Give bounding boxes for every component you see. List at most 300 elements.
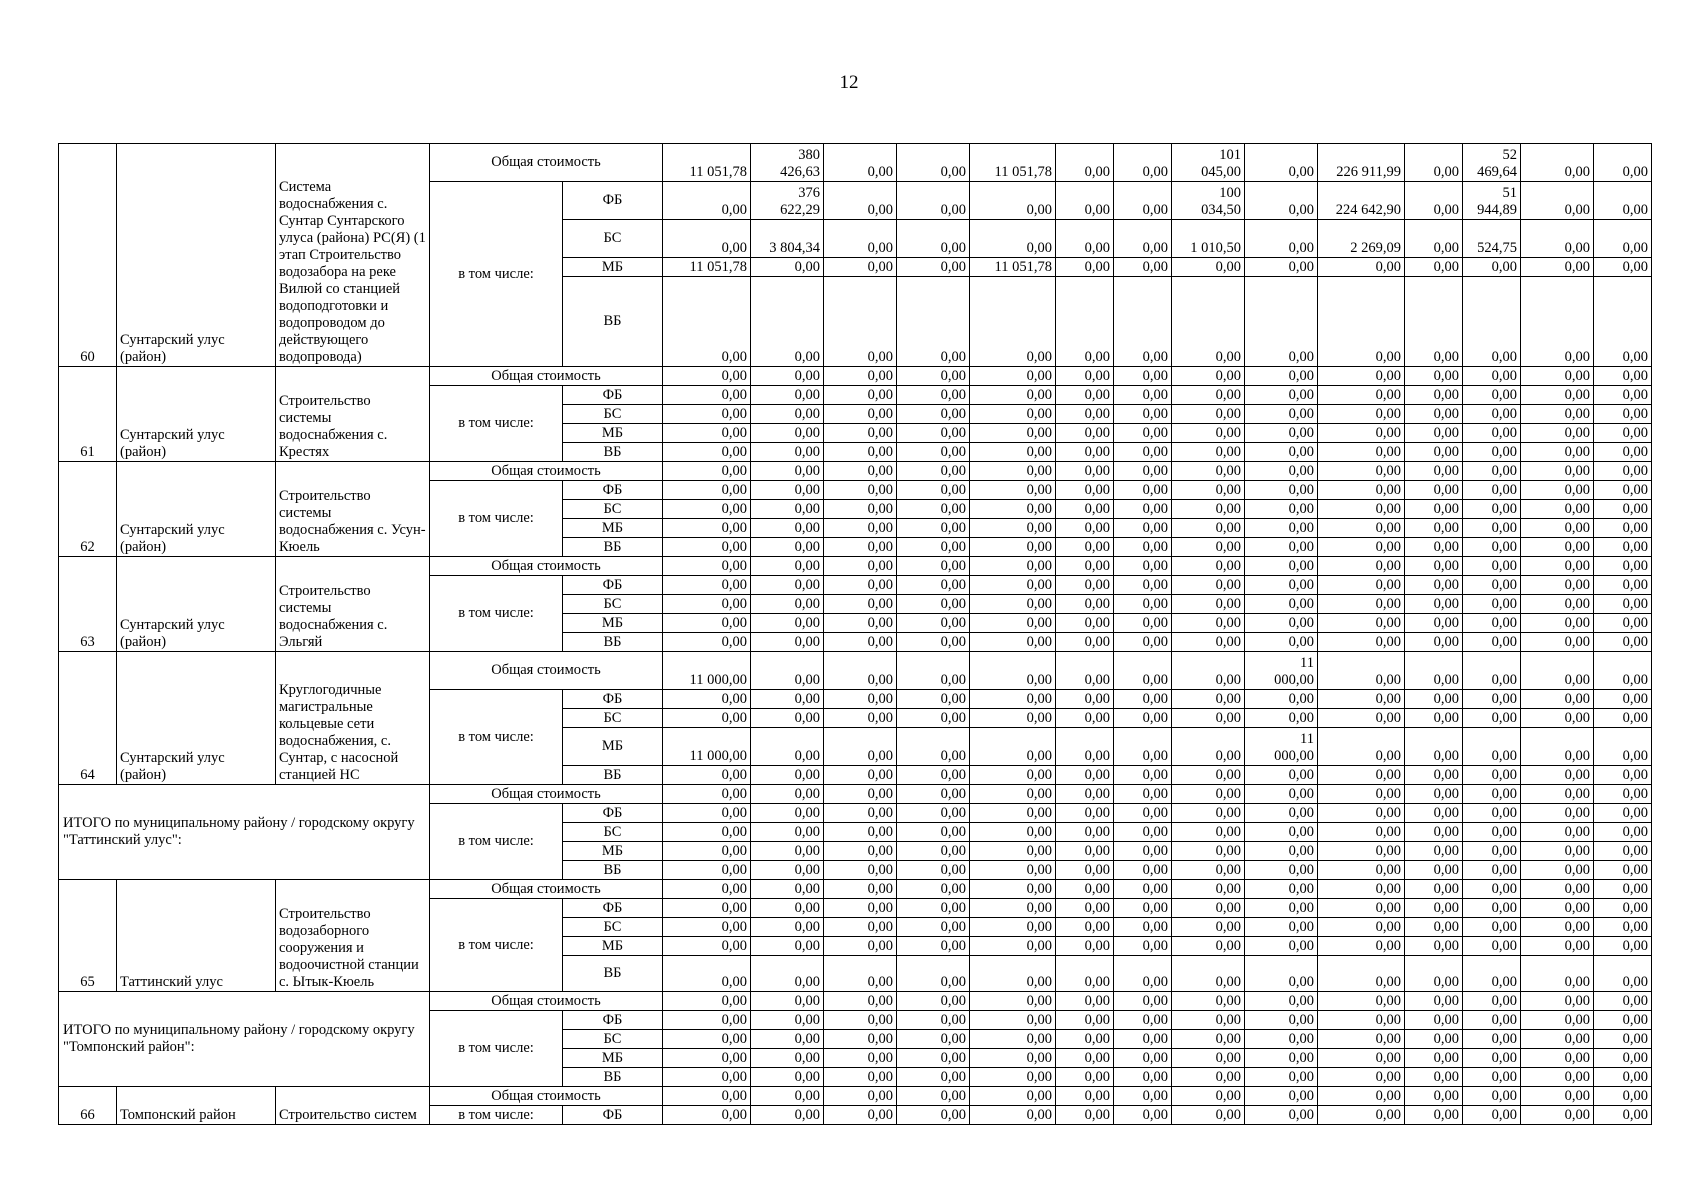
value-cell: 0,00 [1056,182,1114,220]
value-cell: 0,00 [1318,1030,1405,1049]
value-cell: 0,00 [1114,842,1172,861]
value-cell: 0,00 [897,728,970,766]
value-cell: 0,00 [1521,182,1594,220]
value-cell: 226 911,99 [1318,144,1405,182]
value-cell: 0,00 [1114,220,1172,258]
value-cell: 0,00 [1172,576,1245,595]
value-cell: 0,00 [1056,1106,1114,1125]
value-cell: 0,00 [1521,443,1594,462]
value-cell: 0,00 [751,633,824,652]
value-cell: 0,00 [1245,766,1318,785]
value-cell: 0,00 [1318,956,1405,992]
value-cell: 0,00 [1594,462,1652,481]
value-cell: 0,00 [897,367,970,386]
value-cell: 0,00 [663,462,751,481]
subtotal-label: ИТОГО по муниципальному району / городскому округу "Таттинский улус": [59,785,430,880]
value-cell: 0,00 [824,595,897,614]
value-cell: 0,00 [1594,576,1652,595]
value-cell: 0,00 [970,1030,1056,1049]
value-cell: 0,00 [1172,424,1245,443]
total-cost-label: Общая стоимость [430,785,663,804]
value-cell: 0,00 [1594,1011,1652,1030]
value-cell: 0,00 [897,182,970,220]
value-cell: 0,00 [1594,728,1652,766]
including-label: в том числе: [430,481,563,557]
value-cell: 0,00 [1318,538,1405,557]
value-cell: 0,00 [1594,1106,1652,1125]
value-cell: 0,00 [1318,766,1405,785]
value-cell: 0,00 [897,633,970,652]
value-cell: 0,00 [1463,424,1521,443]
value-cell: 0,00 [1245,899,1318,918]
value-cell: 0,00 [1405,880,1463,899]
value-cell: 0,00 [1114,1049,1172,1068]
value-cell: 0,00 [1056,405,1114,424]
value-cell: 0,00 [1114,992,1172,1011]
value-cell: 0,00 [1056,804,1114,823]
value-cell: 0,00 [824,538,897,557]
value-cell: 0,00 [1405,519,1463,538]
value-cell: 0,00 [1463,861,1521,880]
value-cell: 0,00 [897,481,970,500]
value-cell: 0,00 [1594,614,1652,633]
value-cell: 0,00 [1318,481,1405,500]
value-cell: 101 045,00 [1172,144,1245,182]
src-mb: МБ [563,424,663,443]
value-cell: 224 642,90 [1318,182,1405,220]
src-fb: ФБ [563,804,663,823]
value-cell: 0,00 [1245,1106,1318,1125]
value-cell: 0,00 [1245,220,1318,258]
value-cell: 0,00 [1056,1087,1114,1106]
value-cell: 0,00 [1172,614,1245,633]
value-cell: 0,00 [1056,424,1114,443]
value-cell: 0,00 [1245,633,1318,652]
value-cell: 0,00 [751,481,824,500]
row-number: 62 [59,462,117,557]
value-cell: 0,00 [1463,785,1521,804]
value-cell: 0,00 [751,785,824,804]
including-label: в том числе: [430,1011,563,1087]
value-cell: 0,00 [663,1049,751,1068]
value-cell: 0,00 [663,1030,751,1049]
value-cell: 0,00 [1318,1011,1405,1030]
value-cell: 0,00 [663,842,751,861]
value-cell: 0,00 [1463,1049,1521,1068]
value-cell: 0,00 [1405,823,1463,842]
value-cell: 0,00 [1521,992,1594,1011]
value-cell: 0,00 [1521,386,1594,405]
value-cell: 0,00 [1172,367,1245,386]
value-cell: 0,00 [897,842,970,861]
row-number: 64 [59,652,117,785]
value-cell: 0,00 [1463,842,1521,861]
value-cell: 0,00 [1056,595,1114,614]
value-cell: 0,00 [1594,785,1652,804]
value-cell: 0,00 [970,918,1056,937]
value-cell: 0,00 [1521,1011,1594,1030]
value-cell: 0,00 [1405,861,1463,880]
src-bs: БС [563,595,663,614]
value-cell: 0,00 [897,538,970,557]
value-cell: 0,00 [1245,519,1318,538]
value-cell: 0,00 [1114,1087,1172,1106]
value-cell: 0,00 [1405,690,1463,709]
value-cell: 0,00 [897,519,970,538]
value-cell: 0,00 [1318,1087,1405,1106]
value-cell: 0,00 [824,899,897,918]
value-cell: 0,00 [663,614,751,633]
value-cell: 0,00 [1521,1087,1594,1106]
value-cell: 0,00 [1405,182,1463,220]
value-cell: 0,00 [1521,709,1594,728]
value-cell: 0,00 [1405,918,1463,937]
value-cell: 0,00 [1114,443,1172,462]
value-cell: 0,00 [897,804,970,823]
value-cell: 0,00 [1114,182,1172,220]
value-cell: 0,00 [1172,633,1245,652]
table-row [59,880,1652,899]
value-cell: 0,00 [1056,842,1114,861]
value-cell: 0,00 [1114,614,1172,633]
value-cell: 0,00 [1521,405,1594,424]
value-cell: 0,00 [1245,823,1318,842]
row-number: 65 [59,880,117,992]
value-cell: 0,00 [1521,462,1594,481]
value-cell: 0,00 [1594,557,1652,576]
value-cell: 0,00 [897,690,970,709]
value-cell: 0,00 [1463,386,1521,405]
value-cell: 0,00 [1172,481,1245,500]
src-fb: ФБ [563,386,663,405]
value-cell: 0,00 [1521,1049,1594,1068]
value-cell: 0,00 [751,861,824,880]
value-cell: 0,00 [1318,405,1405,424]
value-cell: 0,00 [897,1030,970,1049]
value-cell: 0,00 [1172,880,1245,899]
value-cell: 0,00 [1245,956,1318,992]
value-cell: 0,00 [824,182,897,220]
value-cell: 0,00 [1521,258,1594,277]
value-cell: 0,00 [1594,880,1652,899]
value-cell: 0,00 [1521,785,1594,804]
value-cell: 0,00 [751,899,824,918]
value-cell: 0,00 [824,424,897,443]
value-cell: 0,00 [1318,258,1405,277]
value-cell: 0,00 [1056,1030,1114,1049]
value-cell: 0,00 [1405,652,1463,690]
value-cell: 0,00 [1245,277,1318,367]
value-cell: 0,00 [1114,880,1172,899]
value-cell: 0,00 [824,1068,897,1087]
value-cell: 0,00 [1114,481,1172,500]
src-vb: ВБ [563,443,663,462]
src-fb: ФБ [563,481,663,500]
value-cell: 0,00 [897,1011,970,1030]
value-cell: 0,00 [897,424,970,443]
value-cell: 0,00 [1245,424,1318,443]
value-cell: 0,00 [751,595,824,614]
value-cell: 0,00 [663,481,751,500]
value-cell: 0,00 [1245,258,1318,277]
value-cell: 0,00 [1318,1068,1405,1087]
value-cell: 0,00 [1594,937,1652,956]
value-cell: 0,00 [1245,1011,1318,1030]
value-cell: 0,00 [1594,519,1652,538]
value-cell: 0,00 [1594,918,1652,937]
value-cell: 0,00 [1521,481,1594,500]
value-cell: 0,00 [824,652,897,690]
value-cell: 0,00 [1056,861,1114,880]
value-cell: 1 010,50 [1172,220,1245,258]
value-cell: 0,00 [663,1011,751,1030]
value-cell: 0,00 [1114,918,1172,937]
value-cell: 0,00 [970,405,1056,424]
value-cell: 0,00 [1594,766,1652,785]
value-cell: 0,00 [751,614,824,633]
value-cell: 0,00 [1463,538,1521,557]
total-cost-label: Общая стоимость [430,1087,663,1106]
value-cell: 0,00 [897,652,970,690]
value-cell: 0,00 [1463,557,1521,576]
value-cell: 0,00 [1405,367,1463,386]
value-cell: 0,00 [1172,1049,1245,1068]
value-cell: 0,00 [1245,1049,1318,1068]
value-cell: 0,00 [1114,861,1172,880]
value-cell: 0,00 [1463,405,1521,424]
value-cell: 0,00 [970,519,1056,538]
row-number: 66 [59,1087,117,1125]
value-cell: 0,00 [1318,842,1405,861]
value-cell: 0,00 [970,595,1056,614]
value-cell: 0,00 [824,462,897,481]
value-cell: 0,00 [970,576,1056,595]
value-cell: 0,00 [663,709,751,728]
district-name: Сунтарский улус (район) [117,462,276,557]
value-cell: 0,00 [1172,386,1245,405]
value-cell: 0,00 [1056,992,1114,1011]
value-cell: 0,00 [1463,462,1521,481]
value-cell: 0,00 [1521,861,1594,880]
value-cell: 0,00 [1521,424,1594,443]
table-row [59,367,1652,386]
value-cell: 0,00 [824,956,897,992]
value-cell: 0,00 [824,804,897,823]
value-cell: 0,00 [1594,500,1652,519]
value-cell: 0,00 [1172,443,1245,462]
value-cell: 0,00 [1172,728,1245,766]
value-cell: 0,00 [1114,1068,1172,1087]
value-cell: 0,00 [1521,614,1594,633]
value-cell: 0,00 [1114,1106,1172,1125]
value-cell: 0,00 [897,595,970,614]
value-cell: 2 269,09 [1318,220,1405,258]
value-cell: 0,00 [1318,728,1405,766]
value-cell: 0,00 [1318,690,1405,709]
value-cell: 0,00 [897,1106,970,1125]
value-cell: 0,00 [1318,443,1405,462]
value-cell: 0,00 [1594,823,1652,842]
including-label: в том числе: [430,182,563,367]
value-cell: 0,00 [1405,728,1463,766]
including-label: в том числе: [430,386,563,462]
value-cell: 0,00 [824,842,897,861]
value-cell: 0,00 [1318,785,1405,804]
value-cell: 0,00 [1056,462,1114,481]
value-cell: 0,00 [1463,899,1521,918]
including-label: в том числе: [430,804,563,880]
value-cell: 0,00 [1318,367,1405,386]
value-cell: 0,00 [970,557,1056,576]
value-cell: 0,00 [1521,899,1594,918]
src-vb: ВБ [563,956,663,992]
table-row [59,462,1652,481]
value-cell: 0,00 [663,918,751,937]
value-cell: 0,00 [1463,709,1521,728]
value-cell: 0,00 [1245,405,1318,424]
value-cell: 0,00 [1594,1049,1652,1068]
src-mb: МБ [563,258,663,277]
value-cell: 0,00 [897,1087,970,1106]
value-cell: 0,00 [897,937,970,956]
value-cell: 0,00 [1318,709,1405,728]
value-cell: 0,00 [1463,277,1521,367]
value-cell: 0,00 [1463,443,1521,462]
value-cell: 0,00 [970,992,1056,1011]
value-cell: 0,00 [751,462,824,481]
table-row [59,652,1652,690]
src-fb: ФБ [563,576,663,595]
value-cell: 0,00 [1405,386,1463,405]
value-cell: 0,00 [751,690,824,709]
value-cell: 0,00 [1463,633,1521,652]
value-cell: 0,00 [1521,918,1594,937]
value-cell: 0,00 [970,633,1056,652]
value-cell: 0,00 [1245,481,1318,500]
district-name: Сунтарский улус (район) [117,652,276,785]
value-cell: 0,00 [824,785,897,804]
value-cell: 0,00 [897,576,970,595]
value-cell: 0,00 [1463,1011,1521,1030]
value-cell: 0,00 [970,614,1056,633]
value-cell: 0,00 [1463,1030,1521,1049]
value-cell: 0,00 [1056,614,1114,633]
object-name: Строительство системы водоснабжения с. Крестях [276,367,430,462]
value-cell: 0,00 [663,880,751,899]
value-cell: 0,00 [1245,144,1318,182]
value-cell: 0,00 [1056,1068,1114,1087]
value-cell: 0,00 [824,1030,897,1049]
value-cell: 0,00 [751,500,824,519]
total-cost-label: Общая стоимость [430,462,663,481]
value-cell: 0,00 [1114,557,1172,576]
value-cell: 0,00 [897,899,970,918]
district-name: Томпонский район [117,1087,276,1125]
value-cell: 0,00 [1405,576,1463,595]
object-name: Круглогодичные магистральные кольцевые сети водоснабжения, с. Сунтар, с насосной станцией НС [276,652,430,785]
src-bs: БС [563,500,663,519]
src-bs: БС [563,823,663,842]
value-cell: 0,00 [1594,690,1652,709]
value-cell: 0,00 [897,956,970,992]
value-cell: 0,00 [1463,500,1521,519]
value-cell: 0,00 [1463,918,1521,937]
value-cell: 0,00 [970,443,1056,462]
value-cell: 0,00 [1463,652,1521,690]
value-cell: 0,00 [1114,899,1172,918]
value-cell: 0,00 [663,1087,751,1106]
value-cell: 0,00 [970,1011,1056,1030]
value-cell: 0,00 [1463,937,1521,956]
value-cell: 0,00 [1594,258,1652,277]
value-cell: 0,00 [1245,386,1318,405]
value-cell: 0,00 [824,144,897,182]
value-cell: 0,00 [1405,277,1463,367]
value-cell: 0,00 [824,443,897,462]
src-fb: ФБ [563,899,663,918]
subtotal-label: ИТОГО по муниципальному району / городскому округу "Томпонский район": [59,992,430,1087]
value-cell: 0,00 [1114,367,1172,386]
value-cell: 0,00 [824,557,897,576]
value-cell: 0,00 [1405,481,1463,500]
value-cell: 0,00 [1245,595,1318,614]
src-vb: ВБ [563,538,663,557]
value-cell: 0,00 [897,823,970,842]
value-cell: 0,00 [1172,1106,1245,1125]
value-cell: 0,00 [663,899,751,918]
value-cell: 0,00 [1056,367,1114,386]
value-cell: 0,00 [824,1049,897,1068]
value-cell: 0,00 [1318,614,1405,633]
value-cell: 0,00 [1245,937,1318,956]
total-cost-label: Общая стоимость [430,992,663,1011]
value-cell: 0,00 [751,538,824,557]
value-cell: 0,00 [1245,182,1318,220]
value-cell: 0,00 [897,220,970,258]
value-cell: 0,00 [1463,690,1521,709]
value-cell: 0,00 [1594,443,1652,462]
value-cell: 0,00 [1594,367,1652,386]
value-cell: 0,00 [1056,785,1114,804]
value-cell: 0,00 [897,405,970,424]
value-cell: 0,00 [1405,842,1463,861]
value-cell: 0,00 [663,367,751,386]
value-cell: 0,00 [1056,956,1114,992]
value-cell: 0,00 [970,880,1056,899]
object-name: Строительство систем [276,1087,430,1125]
value-cell: 0,00 [1594,595,1652,614]
value-cell: 0,00 [897,1049,970,1068]
value-cell: 0,00 [1114,405,1172,424]
value-cell: 0,00 [1318,992,1405,1011]
value-cell: 11 051,78 [663,258,751,277]
value-cell: 0,00 [1594,956,1652,992]
value-cell: 380 426,63 [751,144,824,182]
value-cell: 0,00 [1405,1030,1463,1049]
value-cell: 0,00 [1405,1087,1463,1106]
value-cell: 0,00 [1114,595,1172,614]
value-cell: 0,00 [1114,386,1172,405]
value-cell: 0,00 [897,277,970,367]
value-cell: 0,00 [1245,367,1318,386]
value-cell: 0,00 [897,766,970,785]
district-name: Сунтарский улус (район) [117,367,276,462]
value-cell: 0,00 [1463,956,1521,992]
value-cell: 0,00 [663,405,751,424]
value-cell: 0,00 [897,918,970,937]
value-cell: 0,00 [663,595,751,614]
value-cell: 0,00 [1245,709,1318,728]
